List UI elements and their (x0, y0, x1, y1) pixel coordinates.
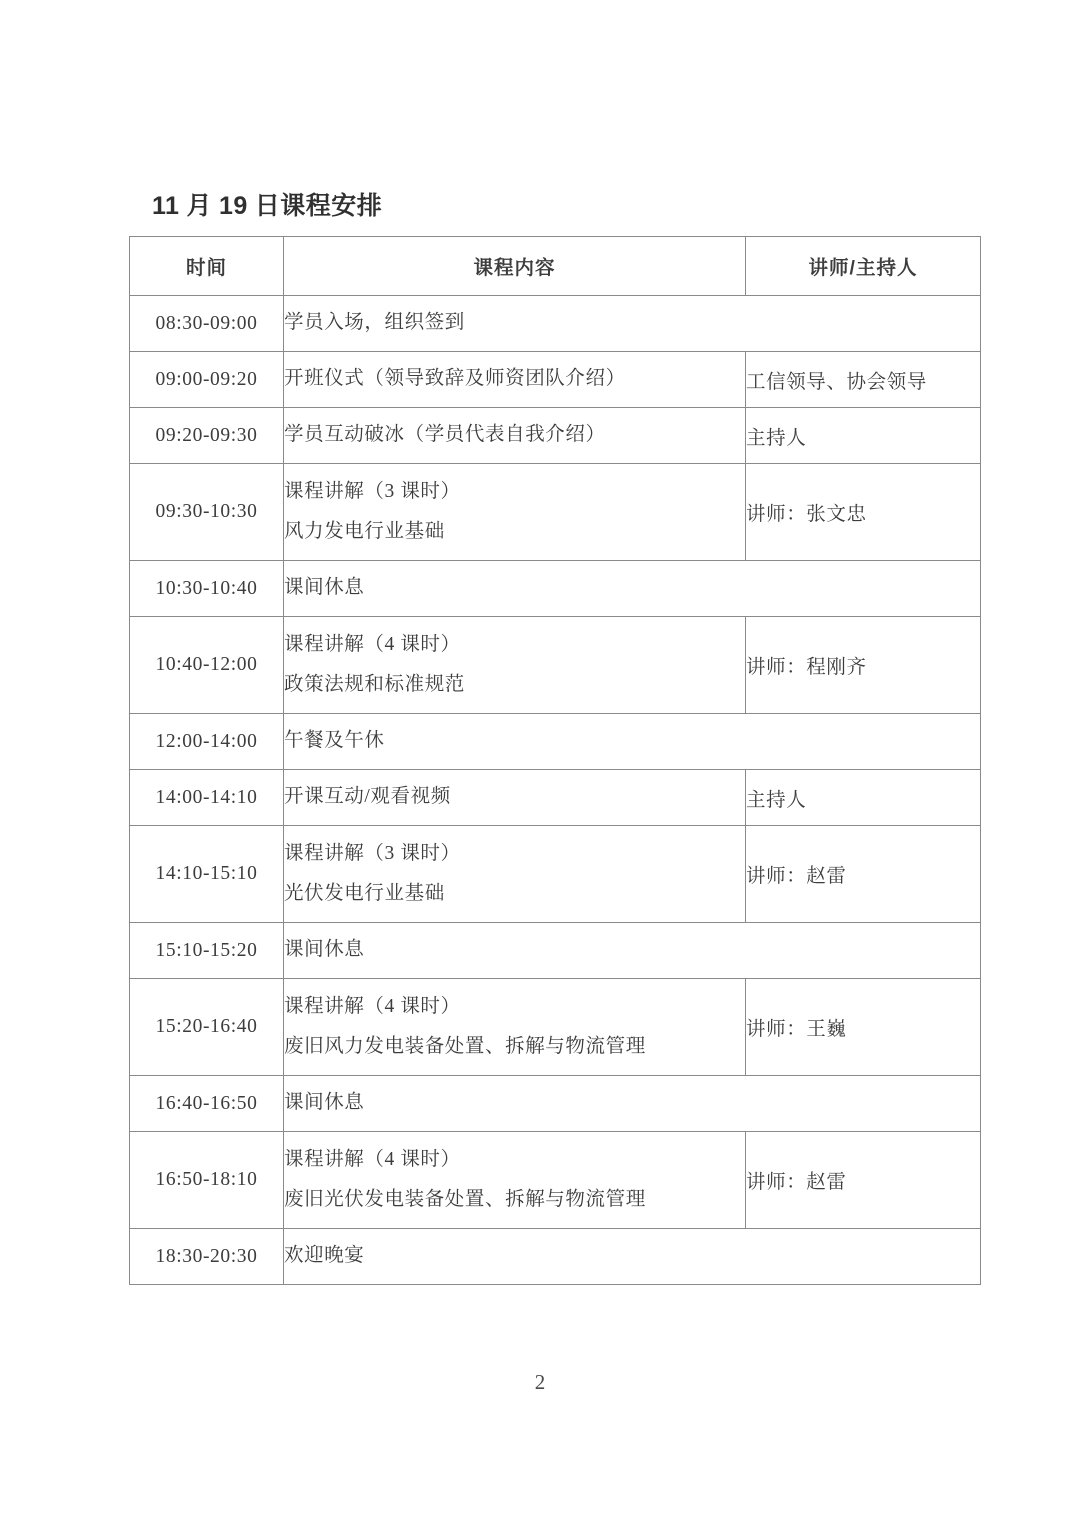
column-header-time: 时间 (130, 237, 284, 296)
cell-presenter: 讲师：程刚齐 (746, 617, 981, 714)
cell-time: 15:20-16:40 (130, 979, 284, 1076)
cell-topic (284, 1076, 981, 1132)
cell-topic (284, 714, 981, 770)
table-row (130, 352, 981, 408)
cell-time: 09:00-09:20 (130, 352, 284, 408)
topic-line: 欢迎晚宴 (284, 1245, 365, 1267)
table-row (130, 714, 981, 770)
cell-presenter: 主持人 (746, 408, 981, 464)
table-row (130, 923, 981, 979)
cell-time: 12:00-14:00 (130, 714, 284, 770)
cell-topic (284, 408, 746, 464)
table-row (130, 617, 981, 714)
title-suffix: 日课程安排 (254, 192, 383, 220)
cell-presenter: 工信领导、协会领导 (746, 352, 981, 408)
table-row (130, 979, 981, 1076)
topic-line: 废旧风力发电装备处置、拆解与物流管理 (284, 1036, 646, 1057)
cell-presenter: 讲师：赵雷 (746, 1132, 981, 1229)
cell-presenter: 讲师：张文忠 (746, 464, 981, 561)
cell-topic (284, 770, 746, 826)
cell-topic (284, 352, 746, 408)
cell-topic (284, 1132, 746, 1229)
topic-line: 开班仪式（领导致辞及师资团队介绍） (284, 368, 626, 390)
topic-line: 废旧光伏发电装备处置、拆解与物流管理 (284, 1189, 646, 1210)
title-month-number: 11 (152, 192, 180, 220)
cell-time: 14:00-14:10 (130, 770, 284, 826)
cell-time: 08:30-09:00 (130, 296, 284, 352)
cell-time: 16:40-16:50 (130, 1076, 284, 1132)
cell-time: 09:20-09:30 (130, 408, 284, 464)
schedule-table (129, 236, 981, 1285)
cell-topic (284, 923, 981, 979)
table-row (130, 408, 981, 464)
topic-line: 课程讲解（4 课时） (284, 1148, 461, 1170)
topic-line: 课程讲解（3 课时） (284, 842, 461, 864)
topic-line: 课程讲解（4 课时） (284, 995, 461, 1017)
column-header-presenter: 讲师/主持人 (746, 237, 981, 296)
table-row (130, 1229, 981, 1285)
topic-line: 学员入场，组织签到 (284, 312, 465, 334)
table-row (130, 561, 981, 617)
cell-time: 14:10-15:10 (130, 826, 284, 923)
table-header-row (130, 237, 981, 296)
cell-topic (284, 826, 746, 923)
cell-time: 10:30-10:40 (130, 561, 284, 617)
title-month-char: 月 (186, 192, 212, 220)
topic-line: 风力发电行业基础 (284, 521, 445, 542)
topic-line: 课间休息 (284, 577, 365, 599)
table-row (130, 464, 981, 561)
column-header-topic: 课程内容 (284, 237, 746, 296)
topic-line: 课间休息 (284, 939, 365, 961)
topic-line: 课程讲解（3 课时） (284, 480, 461, 502)
cell-time: 18:30-20:30 (130, 1229, 284, 1285)
topic-line: 学员互动破冰（学员代表自我介绍） (284, 424, 606, 446)
cell-topic (284, 979, 746, 1076)
title-day-number: 19 (218, 192, 248, 220)
cell-time: 09:30-10:30 (130, 464, 284, 561)
topic-line: 午餐及午休 (284, 730, 385, 752)
table-row (130, 826, 981, 923)
cell-topic (284, 561, 981, 617)
topic-line: 光伏发电行业基础 (284, 883, 445, 904)
table-row (130, 770, 981, 826)
topic-line: 课程讲解（4 课时） (284, 633, 461, 655)
cell-topic (284, 617, 746, 714)
topic-line: 课间休息 (284, 1092, 365, 1114)
table-row (130, 296, 981, 352)
topic-line: 开课互动/观看视频 (284, 786, 451, 808)
table-row (130, 1076, 981, 1132)
cell-time: 15:10-15:20 (130, 923, 284, 979)
cell-time: 16:50-18:10 (130, 1132, 284, 1229)
cell-topic (284, 464, 746, 561)
cell-presenter: 讲师：赵雷 (746, 826, 981, 923)
page-title (152, 186, 382, 222)
cell-time: 10:40-12:00 (130, 617, 284, 714)
cell-topic (284, 296, 981, 352)
schedule-table-body (130, 296, 981, 1285)
topic-line: 政策法规和标准规范 (284, 674, 465, 695)
cell-topic (284, 1229, 981, 1285)
table-row (130, 1132, 981, 1229)
cell-presenter: 讲师：王巍 (746, 979, 981, 1076)
page-number: 2 (534, 1370, 546, 1394)
cell-presenter: 主持人 (746, 770, 981, 826)
